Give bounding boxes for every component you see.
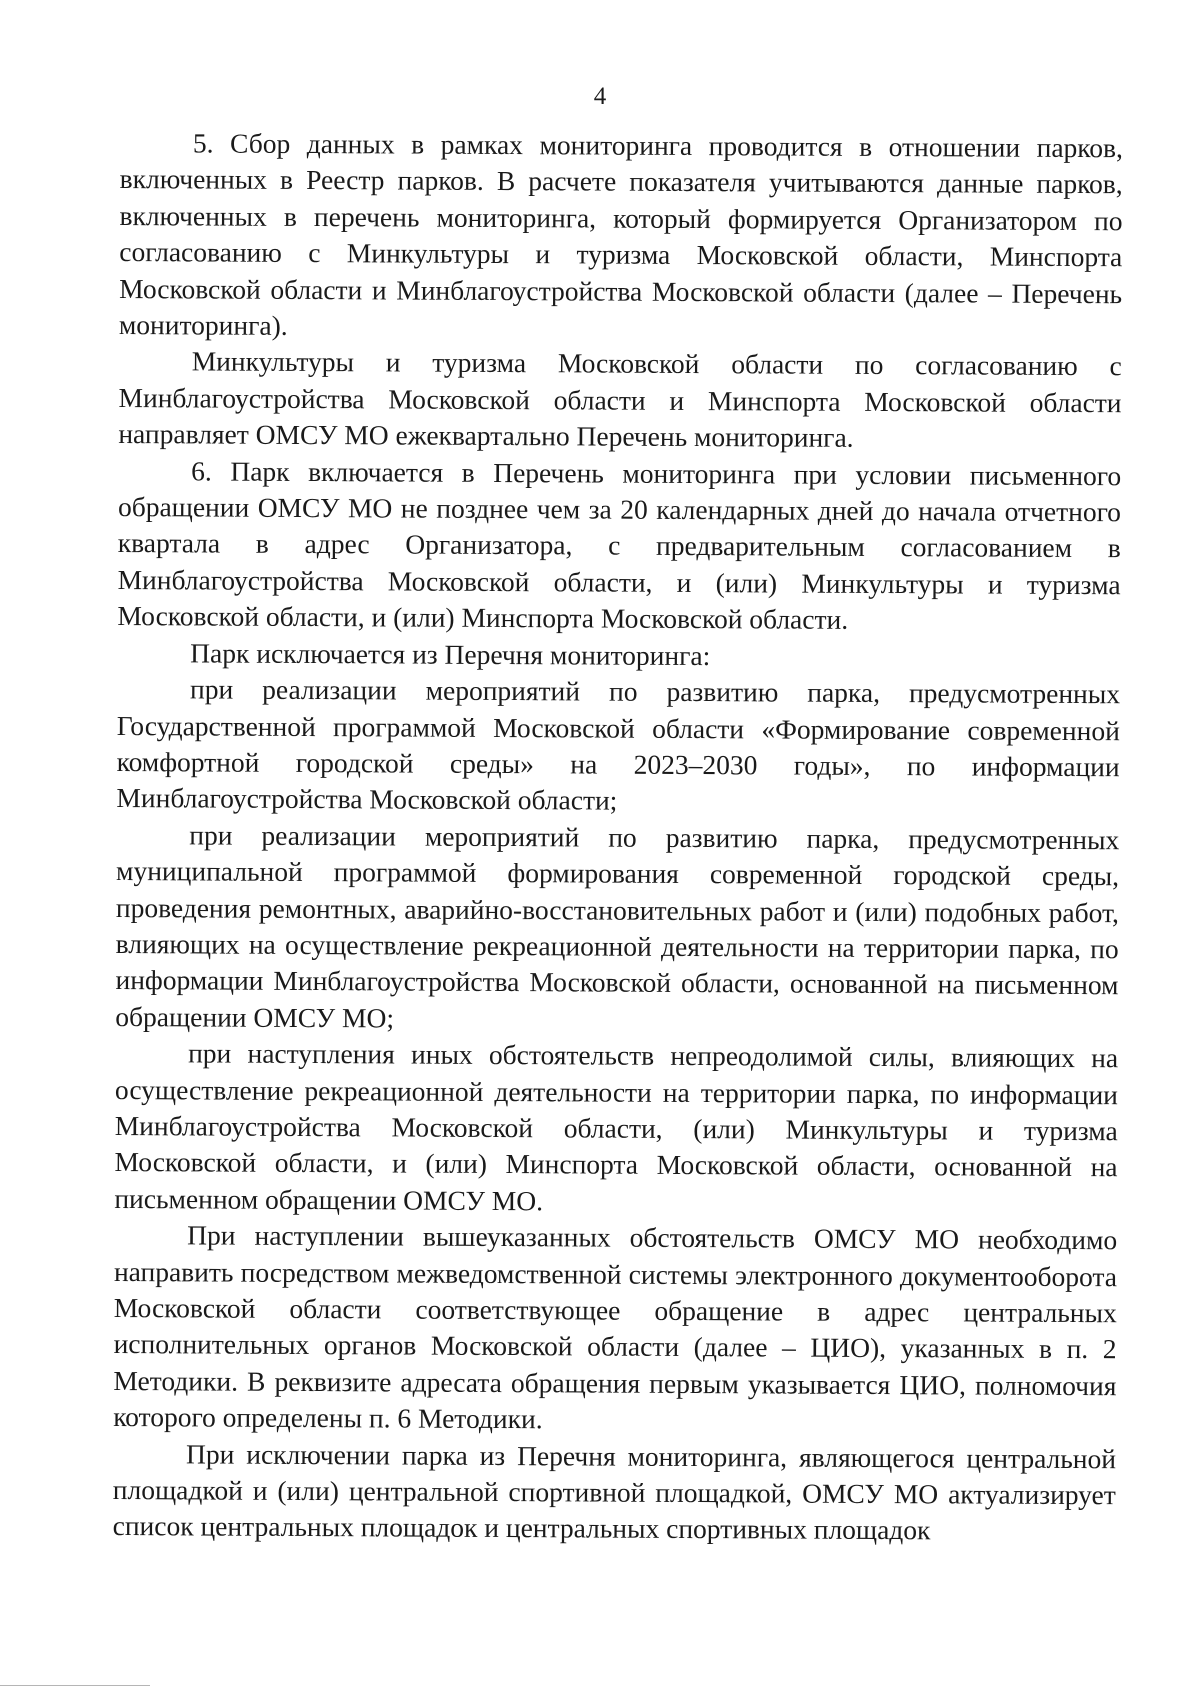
paragraph-exclusion-intro: Парк исключается из Перечня мониторинга:: [190, 637, 711, 671]
paragraph-exclusion-state-program: при реализации мероприятий по развитию парка, предусмотренных Государственной программой Московской области «Формирование современной комфортной городской среды» на 2023–2030 годы», по информации Минблагоустройства Московской области;: [116, 673, 1121, 816]
page-number: 4: [593, 83, 607, 110]
paragraph-notification-procedure: При наступлении вышеуказанных обстоятельств ОМСУ МО необходимо направить посредством межведомственной системы электронного документооборота Московской области соответствующее обращение в адрес центральных исполнительных органов Московской области (далее – ЦИО), указанных в п. 2 Методики. В реквизите адресата обращения первым указывается ЦИО, полномочия которого определены п. 6 Методики.: [113, 1219, 1118, 1435]
paragraph-item-6-inclusion: 6. Парк включается в Перечень мониторинга при условии письменного обращении ОМСУ МО не позднее чем за 20 календарных дней до начала отчетного квартала в адрес Организатора, с предварительным согласованием в Минблагоустройства Московской области, и (или) Минкультуры и туризма Московской области, и (или) Минспорта Московской области.: [117, 455, 1122, 636]
paragraph-central-site-update: При исключении парка из Перечня мониторинга, являющегося центральной площадкой и (или) центральной спортивной площадкой, ОМСУ МО актуализирует список центральных площадок и центральных спортивных площадок: [112, 1437, 1117, 1546]
paragraph-exclusion-municipal-program: при реализации мероприятий по развитию парка, предусмотренных муниципальной программой формирования современной городской среды, проведения ремонтных, аварийно-восстановительных работ и (или) подобных работ, влияющих на осуществление рекреационной деятельности на территории парка, по информации Минблагоустройства Московской области, основанной на письменном обращении ОМСУ МО;: [115, 819, 1120, 1034]
paragraph-item-5-data-collection: 5. Сбор данных в рамках мониторинга проводится в отношении парков, включенных в Реестр парков. В расчете показателя учитываются данные парков, включенных в перечень мониторинга, который формируется Организатором по согласованию с Минкультуры и туризма Московской области, Минспорта Московской области и Минблагоустройства Московской области (далее – Перечень мониторинга).: [118, 127, 1123, 341]
paragraph-exclusion-force-majeure: при наступления иных обстоятельств непреодолимой силы, влияющих на осуществление рекреационной деятельности на территории парка, по информации Минблагоустройства Московской области, (или) Минкультуры и туризма Московской области, и (или) Минспорта Московской области, основанной на письменном обращении ОМСУ МО.: [114, 1037, 1119, 1217]
scan-bottom-line: [0, 1685, 150, 1686]
paragraph-ministry-direction: Минкультуры и туризма Московской области по согласованию с Минблагоустройства Московской области и Минспорта Московской области направляет ОМСУ МО ежеквартально Перечень мониторинга.: [118, 345, 1122, 454]
document-body: [113, 125, 1123, 1550]
